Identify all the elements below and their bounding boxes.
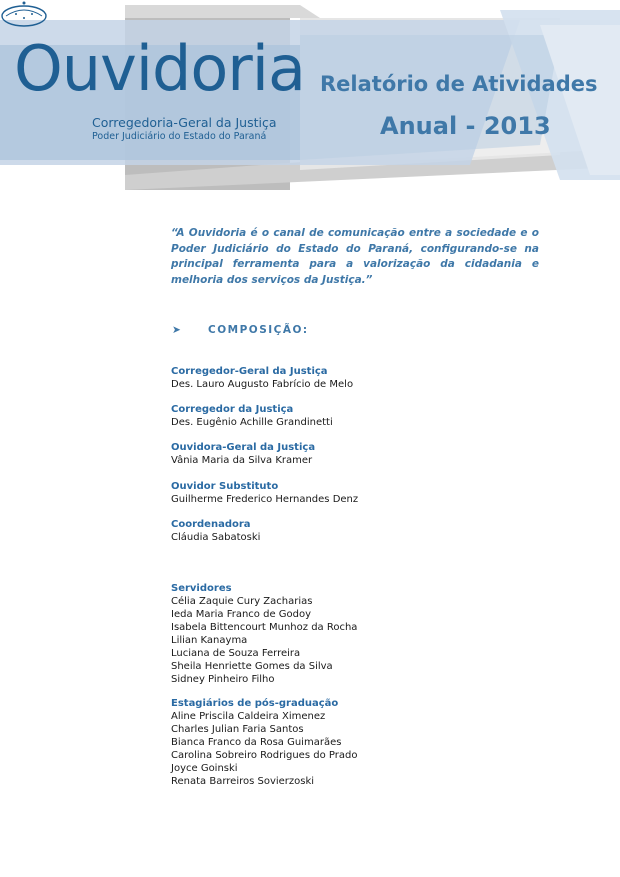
member-name: Aline Priscila Caldeira Ximenez	[171, 711, 326, 722]
org-name: Corregedoria-Geral da Justiça	[92, 115, 277, 130]
role-title: Corregedor-Geral da Justiça	[171, 366, 328, 377]
section-title: COMPOSIÇÃO:	[208, 324, 309, 336]
member-name: Ieda Maria Franco de Godoy	[171, 609, 312, 620]
member-name: Des. Eugênio Achille Grandinetti	[171, 417, 333, 428]
member-name: Carolina Sobreiro Rodrigues do Prado	[171, 750, 358, 761]
member-name: Guilherme Frederico Hernandes Denz	[171, 494, 359, 505]
composition-group	[171, 582, 357, 686]
tribunal-seal-icon	[0, 0, 48, 28]
role-title: Corregedor da Justiça	[171, 404, 294, 415]
member-name: Sidney Pinheiro Filho	[171, 674, 275, 685]
arrow-bullet-icon: ➤	[172, 324, 183, 336]
member-name: Luciana de Souza Ferreira	[171, 648, 301, 659]
composition-group	[171, 365, 353, 391]
org-subtitle: Poder Judiciário do Estado do Paraná	[92, 131, 267, 142]
mission-quote: “A Ouvidoria é o canal de comunicação entre a sociedade e o Poder Judiciário do Estado do Paraná, configurando-se na principal ferramenta para a valorização da cidadania e melhoria dos serviços da Justiça.”	[171, 227, 539, 286]
composition-group	[171, 480, 358, 506]
composition-group	[171, 441, 315, 467]
member-name: Cláudia Sabatoski	[171, 532, 261, 543]
composition-group	[171, 403, 333, 429]
member-name: Vânia Maria da Silva Kramer	[171, 455, 313, 466]
role-title: Coordenadora	[171, 519, 251, 530]
composition-group	[171, 697, 357, 788]
member-name: Renata Barreiros Sovierzoski	[171, 776, 315, 787]
composition-group	[171, 518, 260, 544]
header-banner	[0, 0, 620, 200]
report-title: Relatório de Atividades	[320, 72, 598, 96]
role-title: Estagiários de pós-graduação	[171, 698, 339, 709]
member-name: Sheila Henriette Gomes da Silva	[171, 661, 333, 672]
role-title: Servidores	[171, 583, 232, 594]
section-heading	[172, 324, 309, 336]
member-name: Lilian Kanayma	[171, 635, 248, 646]
member-name: Isabela Bittencourt Munhoz da Rocha	[171, 622, 358, 633]
member-name: Charles Julian Faria Santos	[171, 724, 304, 735]
member-name: Des. Lauro Augusto Fabrício de Melo	[171, 379, 354, 390]
member-name: Joyce Goinski	[171, 763, 238, 774]
report-year: Anual - 2013	[380, 112, 551, 140]
member-name: Célia Zaquie Cury Zacharias	[171, 596, 313, 607]
member-name: Bianca Franco da Rosa Guimarães	[171, 737, 342, 748]
role-title: Ouvidor Substituto	[171, 481, 279, 492]
role-title: Ouvidora-Geral da Justiça	[171, 442, 316, 453]
ouvidoria-logo: Ouvidoria	[14, 32, 306, 105]
